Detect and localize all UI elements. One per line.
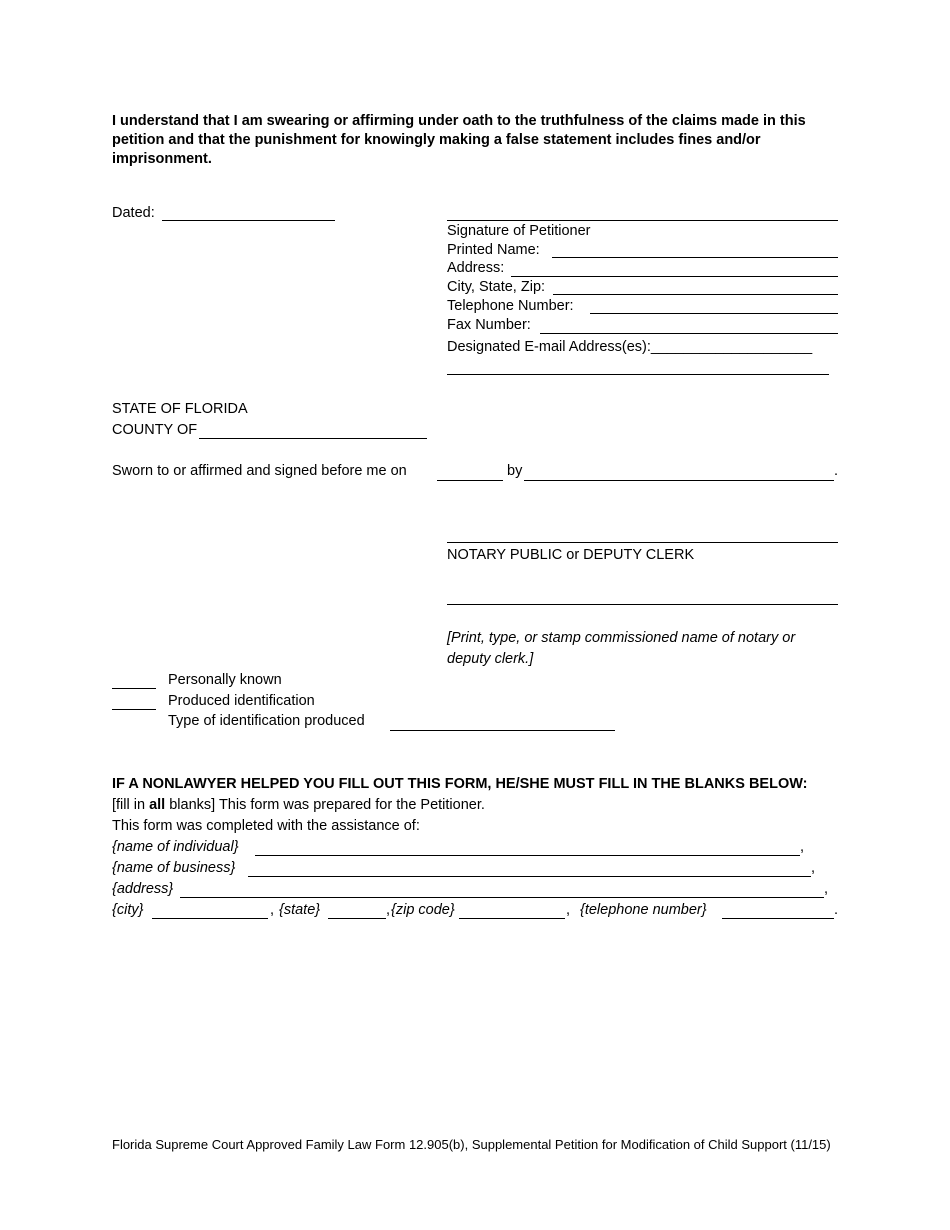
signature-of-petitioner-label: Signature of Petitioner [447, 223, 591, 239]
petitioner-signature-line[interactable] [447, 220, 838, 221]
notary-print-note: [Print, type, or stamp commissioned name of notary or deputy clerk.] [447, 630, 796, 667]
nonlawyer-city-field[interactable] [152, 918, 268, 919]
nonlawyer-state-label: {state} [279, 902, 321, 918]
state-of-florida-label: STATE OF FLORIDA [112, 401, 248, 417]
nonlawyer-city-label: {city} [112, 902, 144, 918]
city-state-zip-field[interactable] [553, 294, 838, 295]
personally-known-label: Personally known [168, 672, 282, 688]
address-comma: , [824, 881, 829, 897]
nonlawyer-heading: IF A NONLAWYER HELPED YOU FILL OUT THIS FORM, HE/SHE MUST FILL IN THE BLANKS BELOW: [112, 776, 808, 792]
name-of-business-field[interactable] [248, 876, 811, 877]
nonlawyer-telephone-field[interactable] [722, 918, 834, 919]
fill-all: all [149, 797, 166, 813]
telephone-number-field[interactable] [590, 313, 838, 314]
city-state-zip-label: City, State, Zip: [447, 279, 546, 295]
notary-printed-name-line[interactable] [447, 604, 838, 605]
name-of-business-label: {name of business} [112, 860, 236, 876]
city-comma: , [270, 902, 275, 918]
nonlawyer-address-field[interactable] [180, 897, 824, 898]
nonlawyer-address-label: {address} [112, 881, 174, 897]
state-comma: , [386, 902, 391, 918]
sworn-by-name-field[interactable] [524, 480, 834, 481]
business-comma: , [811, 860, 816, 876]
name-of-individual-field[interactable] [255, 855, 800, 856]
fax-number-field[interactable] [540, 333, 838, 334]
name-of-individual-label: {name of individual} [112, 839, 239, 855]
individual-comma: , [800, 839, 805, 855]
personally-known-blank[interactable] [112, 688, 156, 689]
produced-identification-blank[interactable] [112, 709, 156, 710]
sworn-text: Sworn to or affirmed and signed before me on [112, 463, 407, 479]
completed-with-assistance-label: This form was completed with the assistance of: [112, 818, 420, 834]
sworn-date-field[interactable] [437, 480, 503, 481]
fax-number-label: Fax Number: [447, 317, 531, 333]
designated-email-label: Designated E-mail Address(es):____________________ [447, 339, 813, 355]
dated-field[interactable] [162, 220, 335, 221]
address-label: Address: [447, 260, 505, 276]
notary-signature-line[interactable] [447, 542, 838, 543]
type-of-identification-label: Type of identification produced [168, 713, 365, 729]
notary-public-label: NOTARY PUBLIC or DEPUTY CLERK [447, 547, 695, 563]
fill-suffix: blanks] This form was prepared for the Petitioner. [169, 797, 485, 813]
oath-statement: I understand that I am swearing or affirming under oath to the truthfulness of the claims made in this petition and that the punishment for knowingly making a false statement includes fines and/or imprisonment. [112, 113, 806, 167]
nonlawyer-telephone-label: {telephone number} [580, 902, 707, 918]
printed-name-label: Printed Name: [447, 242, 540, 258]
county-of-label: COUNTY OF [112, 422, 198, 438]
printed-name-field[interactable] [552, 257, 838, 258]
designated-email-second-line[interactable] [447, 374, 829, 375]
fill-in-all-blanks-line [112, 797, 485, 813]
telephone-period: . [834, 902, 839, 918]
by-text: by [507, 463, 523, 479]
county-field[interactable] [199, 438, 427, 439]
dated-label: Dated: [112, 205, 155, 221]
produced-identification-label: Produced identification [168, 693, 315, 709]
sworn-period: . [834, 463, 839, 479]
zip-comma: , [566, 902, 571, 918]
type-of-identification-field[interactable] [390, 730, 615, 731]
address-field[interactable] [511, 276, 838, 277]
telephone-number-label: Telephone Number: [447, 298, 574, 314]
form-footer: Florida Supreme Court Approved Family Law Form 12.905(b), Supplemental Petition for Modification of Child Support (11/15) [112, 1137, 831, 1152]
nonlawyer-zip-field[interactable] [459, 918, 565, 919]
fill-prefix: [fill in [112, 797, 146, 813]
nonlawyer-zip-label: {zip code} [391, 902, 455, 918]
nonlawyer-state-field[interactable] [328, 918, 386, 919]
